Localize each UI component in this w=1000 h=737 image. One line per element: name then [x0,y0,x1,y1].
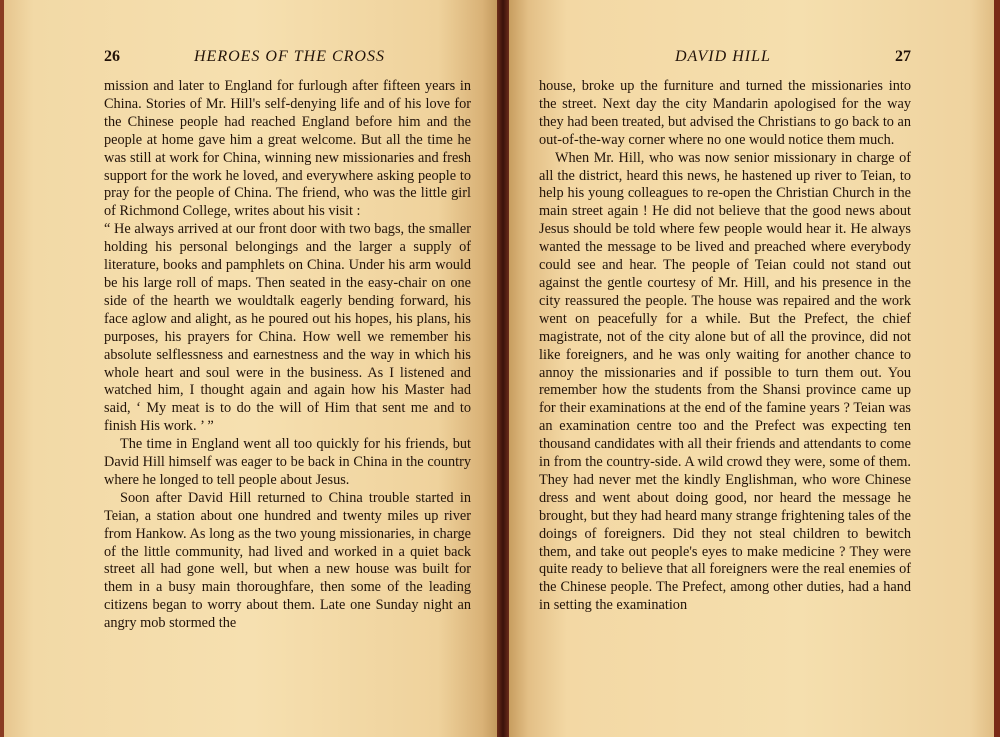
left-page-number: 26 [104,48,120,65]
paragraph: When Mr. Hill, who was now senior missionary in charge of all the district, heard this news, he hastened up river to Teian, to help his young colleagues to re-open the Christian Church in the main street again ! He did not believe that the good news about Jesus should be told where few people would hear it. He always wanted the message to be lived and preached where everybody could see and hear. The people of Teian could not stand out against the gentle courtesy of Mr. Hill, and his presence in the city reassured the people. The house was repaired and the work went on peacefully for a while. But the Prefect, the chief magistrate, not of the city alone but of all the province, did not like foreigners, and he was only waiting for another chance to annoy the missionaries and if possible to turn them out. You remember how the students from the Shansi province came up for their examinations at the end of the famine years ? Teian was an examination centre too and the Prefect was expecting ten thousand candidates with all their friends and attendants to come in from the country-side. A wild crowd they were, some of them. They had never met the kindly Englishman, who wore Chinese dress and went about doing good, nor heard the message he brought, but they had heard many strange frightening tales of the doings of foreigners. Did they not steal children to bewitch them, and take out people's eyes to make medicine ? They were quite ready to believe that all foreigners were the real enemies of the Chinese people. The Prefect, among other duties, had a hand in setting the examination [539,149,911,614]
paragraph: house, broke up the furniture and turned the missionaries into the street. Next day the city Mandarin apologised for the way they had been treated, but advised the Christians to go back to an out-of-the-way corner where no one would notice them much. [539,78,912,148]
right-page [509,0,1000,737]
quotation-paragraph: “ He always arrived at our front door with two bags, the smaller holding his personal belongings and the larger a supply of literature, books and pamphlets on China. Under his arm would be his large roll of maps. Then seated in the easy-chair on one side of the hearth we wouldtalk eagerly bending forward, his face aglow and alight, as he poured out his hopes, his plans, his purposes, his prayers for China. How well we remember his absolute selflessness and earnestness and the way in which his whole heart and soul were in the business. As I listened and watched him, I thought again and again how his Master had said, ‘ My meat is to do the will of Him that sent me and to finish His work. ’ ” [104,221,471,435]
book-gutter [497,0,509,737]
left-page-body [104,78,471,633]
left-page [0,0,497,737]
paragraph: The time in England went all too quickly for his friends, but David Hill himself was eager to be back in China in the country where he longed to tell people about Jesus. [104,436,471,488]
right-page-body [539,78,911,615]
paragraph: Soon after David Hill returned to China trouble started in Teian, a station about one hundred and twenty miles up river from Hankow. As long as the two young missionaries, in charge of the little community, had lived and worked in a quiet back street all had gone well, but when a new house was built for them in a busy main thoroughfare, then some of the leading citizens began to worry about them. Late one Sunday night an angry mob stormed the [104,489,471,632]
paragraph: mission and later to England for furlough after fifteen years in China. Stories of Mr. Hill's self-denying life and of his love for the Chinese people had reached England before him and the people at home gave him a great welcome. But all the time he was still at work for China, winning new missionaries and fresh support for the work he loved, and everywhere asking people to pray for the people of China. The friend, who was the little girl of Richmond College, writes about his visit : [104,78,471,220]
right-running-head: DAVID HILL [675,48,771,65]
left-running-head: HEROES OF THE CROSS [194,48,385,65]
right-page-number: 27 [895,48,911,65]
